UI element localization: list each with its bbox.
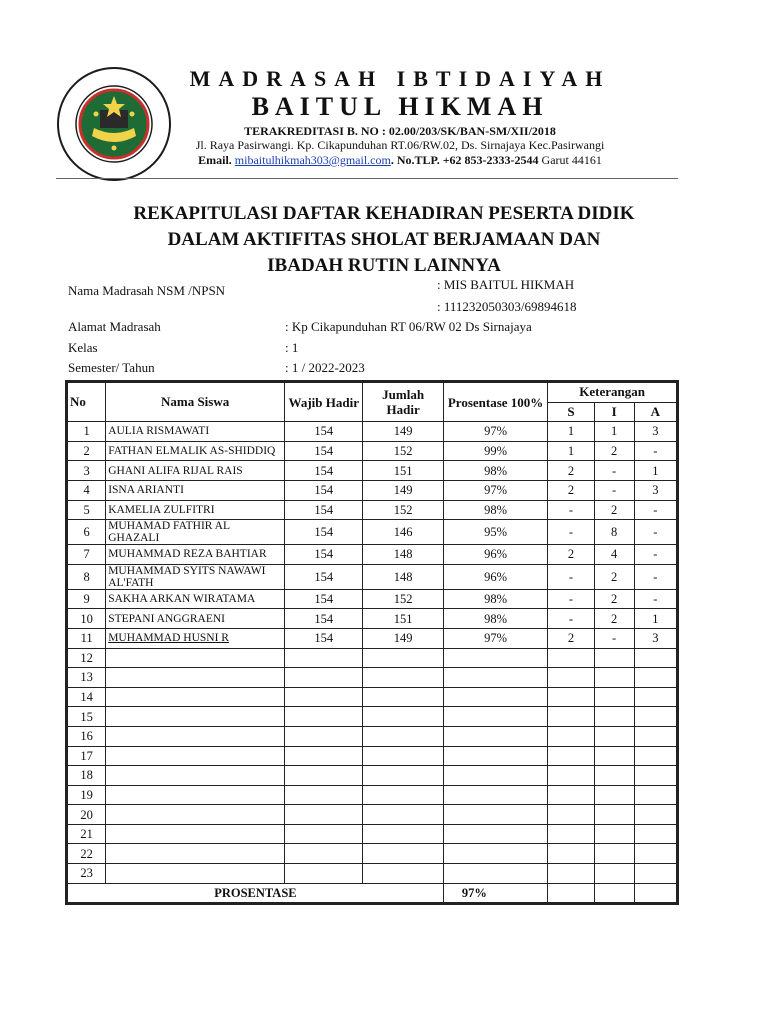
row-no: 14	[68, 687, 106, 707]
empty-cell	[106, 726, 285, 746]
empty-cell	[106, 707, 285, 727]
empty-cell	[285, 805, 363, 825]
col-no: No	[68, 383, 106, 422]
empty-cell	[594, 687, 634, 707]
kelas-value: : 1	[285, 340, 299, 355]
row-wajib: 154	[285, 589, 363, 609]
empty-cell	[594, 805, 634, 825]
row-pct: 98%	[443, 461, 548, 481]
row-nama: MUHAMAD FATHIR AL GHAZALI	[106, 520, 285, 545]
empty-cell	[363, 707, 443, 727]
nama-value: : MIS BAITUL HIKMAH	[437, 277, 575, 292]
row-jumlah: 151	[363, 461, 443, 481]
row-s: -	[548, 500, 594, 520]
empty-cell	[548, 766, 594, 786]
row-no: 5	[68, 500, 106, 520]
accreditation: TERAKREDITASI B. NO : 02.00/203/SK/BAN-SM/XII/2018	[244, 124, 556, 138]
row-i: -	[594, 461, 634, 481]
empty-cell	[363, 648, 443, 668]
row-no: 13	[68, 668, 106, 688]
row-nama: STEPANI ANGGRAENI	[106, 609, 285, 629]
row-pct: 96%	[443, 545, 548, 565]
row-wajib: 154	[285, 441, 363, 461]
row-jumlah: 148	[363, 564, 443, 589]
row-nama: MUHAMMAD SYITS NAWAWI AL'FATH	[106, 564, 285, 589]
row-nama: MUHAMMAD HUSNI R	[106, 628, 285, 648]
row-no: 16	[68, 726, 106, 746]
row-wajib: 154	[285, 500, 363, 520]
table-row	[68, 480, 677, 500]
email-label: Email.	[198, 153, 232, 167]
empty-cell	[363, 805, 443, 825]
row-no: 22	[68, 844, 106, 864]
row-nama: ISNA ARIANTI	[106, 480, 285, 500]
empty-cell	[443, 668, 548, 688]
school-logo	[56, 66, 172, 182]
empty-cell	[634, 864, 676, 884]
empty-cell	[548, 687, 594, 707]
empty-cell	[548, 824, 594, 844]
row-no: 1	[68, 422, 106, 442]
row-nama: MUHAMMAD REZA BAHTIAR	[106, 545, 285, 565]
row-a: 3	[634, 422, 676, 442]
empty-cell	[548, 805, 594, 825]
row-i: 1	[594, 422, 634, 442]
empty-cell	[634, 746, 676, 766]
row-i: 8	[594, 520, 634, 545]
empty-cell	[594, 766, 634, 786]
empty-cell	[106, 668, 285, 688]
row-wajib: 154	[285, 480, 363, 500]
empty-cell	[594, 668, 634, 688]
table-row-empty	[68, 648, 677, 668]
empty-cell	[443, 766, 548, 786]
empty-cell	[285, 766, 363, 786]
email-link[interactable]: mibaitulhikmah303@gmail.com	[234, 153, 391, 167]
alamat-value: : Kp Cikapunduhan RT 06/RW 02 Ds Sirnajaya	[285, 319, 532, 334]
row-s: 1	[548, 422, 594, 442]
kelas-label: Kelas	[68, 340, 98, 355]
row-jumlah: 151	[363, 609, 443, 629]
empty-cell	[634, 824, 676, 844]
phone: . No.TLP. +62 853-2333-2544	[390, 153, 539, 167]
row-i: 2	[594, 564, 634, 589]
row-no: 12	[68, 648, 106, 668]
empty-cell	[548, 726, 594, 746]
row-s: 2	[548, 628, 594, 648]
empty-cell	[594, 844, 634, 864]
row-a: -	[634, 589, 676, 609]
attendance-table	[67, 382, 677, 903]
nsm-value: : 111232050303/69894618	[437, 299, 577, 314]
empty-cell	[363, 844, 443, 864]
row-s: -	[548, 564, 594, 589]
row-no: 10	[68, 609, 106, 629]
row-i: 2	[594, 609, 634, 629]
table-row-empty	[68, 668, 677, 688]
empty-cell	[285, 824, 363, 844]
empty-cell	[363, 726, 443, 746]
empty-cell	[106, 746, 285, 766]
row-jumlah: 149	[363, 628, 443, 648]
empty-cell	[443, 824, 548, 844]
empty-cell	[634, 687, 676, 707]
row-pct: 96%	[443, 564, 548, 589]
empty-cell	[634, 785, 676, 805]
row-jumlah: 152	[363, 589, 443, 609]
row-i: 2	[594, 500, 634, 520]
table-row-empty	[68, 785, 677, 805]
table-row	[68, 589, 677, 609]
row-jumlah: 148	[363, 545, 443, 565]
footer-i	[594, 883, 634, 903]
row-wajib: 154	[285, 545, 363, 565]
empty-cell	[363, 824, 443, 844]
empty-cell	[443, 746, 548, 766]
row-s: -	[548, 609, 594, 629]
row-jumlah: 152	[363, 500, 443, 520]
row-i: -	[594, 628, 634, 648]
table-row	[68, 461, 677, 481]
school-name: BAITUL HIKMAH	[251, 92, 549, 121]
empty-cell	[363, 746, 443, 766]
col-wajib: Wajib Hadir	[285, 383, 363, 422]
table-row	[68, 441, 677, 461]
empty-cell	[443, 864, 548, 884]
empty-cell	[363, 785, 443, 805]
row-s: 1	[548, 441, 594, 461]
empty-cell	[285, 726, 363, 746]
row-no: 21	[68, 824, 106, 844]
row-i: -	[594, 480, 634, 500]
alamat-label: Alamat Madrasah	[68, 319, 161, 334]
empty-cell	[285, 648, 363, 668]
header-divider	[56, 178, 678, 179]
footer-label: PROSENTASE	[68, 883, 444, 903]
row-no: 3	[68, 461, 106, 481]
table-row	[68, 500, 677, 520]
empty-cell	[594, 726, 634, 746]
row-a: 1	[634, 461, 676, 481]
row-wajib: 154	[285, 609, 363, 629]
empty-cell	[285, 746, 363, 766]
row-s: -	[548, 520, 594, 545]
row-s: 2	[548, 545, 594, 565]
row-no: 6	[68, 520, 106, 545]
empty-cell	[106, 844, 285, 864]
empty-cell	[594, 648, 634, 668]
table-row	[68, 628, 677, 648]
school-contact	[160, 153, 640, 168]
table-row-empty	[68, 824, 677, 844]
empty-cell	[548, 864, 594, 884]
empty-cell	[634, 668, 676, 688]
empty-cell	[363, 864, 443, 884]
table-row-empty	[68, 746, 677, 766]
empty-cell	[443, 687, 548, 707]
empty-cell	[634, 805, 676, 825]
col-i: I	[594, 402, 634, 422]
row-nama: FATHAN ELMALIK AS-SHIDDIQ	[106, 441, 285, 461]
row-no: 2	[68, 441, 106, 461]
empty-cell	[363, 668, 443, 688]
empty-cell	[634, 726, 676, 746]
empty-cell	[548, 707, 594, 727]
empty-cell	[285, 844, 363, 864]
row-pct: 98%	[443, 500, 548, 520]
footer-value: 97%	[443, 883, 548, 903]
row-s: 2	[548, 461, 594, 481]
table-row-empty	[68, 844, 677, 864]
empty-cell	[634, 766, 676, 786]
table-row-empty	[68, 687, 677, 707]
row-s: -	[548, 589, 594, 609]
doc-title-line2: DALAM AKTIFITAS SHOLAT BERJAMAAN DAN	[167, 229, 601, 250]
table-row-empty	[68, 766, 677, 786]
row-wajib: 154	[285, 520, 363, 545]
table-row	[68, 422, 677, 442]
row-no: 11	[68, 628, 106, 648]
row-jumlah: 149	[363, 480, 443, 500]
row-pct: 98%	[443, 589, 548, 609]
empty-cell	[285, 687, 363, 707]
empty-cell	[634, 648, 676, 668]
row-pct: 97%	[443, 628, 548, 648]
footer-row	[68, 883, 677, 903]
empty-cell	[363, 766, 443, 786]
row-a: -	[634, 500, 676, 520]
row-no: 23	[68, 864, 106, 884]
col-jumlah: Jumlah Hadir	[363, 383, 443, 422]
row-jumlah: 146	[363, 520, 443, 545]
empty-cell	[106, 766, 285, 786]
footer-s	[548, 883, 594, 903]
row-a: 3	[634, 628, 676, 648]
empty-cell	[594, 746, 634, 766]
table-row-empty	[68, 707, 677, 727]
col-s: S	[548, 402, 594, 422]
row-a: -	[634, 564, 676, 589]
empty-cell	[106, 785, 285, 805]
empty-cell	[363, 687, 443, 707]
row-no: 20	[68, 805, 106, 825]
empty-cell	[285, 707, 363, 727]
row-no: 17	[68, 746, 106, 766]
empty-cell	[594, 864, 634, 884]
row-a: -	[634, 520, 676, 545]
table-row	[68, 545, 677, 565]
row-no: 9	[68, 589, 106, 609]
empty-cell	[443, 707, 548, 727]
col-a: A	[634, 402, 676, 422]
table-row-empty	[68, 726, 677, 746]
row-no: 18	[68, 766, 106, 786]
empty-cell	[443, 648, 548, 668]
empty-cell	[634, 844, 676, 864]
empty-cell	[106, 864, 285, 884]
col-nama: Nama Siswa	[106, 383, 285, 422]
row-wajib: 154	[285, 564, 363, 589]
table-row	[68, 609, 677, 629]
empty-cell	[548, 844, 594, 864]
semester-value: : 1 / 2022-2023	[285, 360, 365, 375]
col-prosentase: Prosentase 100%	[443, 383, 548, 422]
row-no: 19	[68, 785, 106, 805]
row-jumlah: 149	[363, 422, 443, 442]
empty-cell	[443, 805, 548, 825]
row-jumlah: 152	[363, 441, 443, 461]
empty-cell	[548, 746, 594, 766]
empty-cell	[548, 785, 594, 805]
row-wajib: 154	[285, 461, 363, 481]
empty-cell	[106, 805, 285, 825]
row-no: 7	[68, 545, 106, 565]
col-keterangan: Keterangan	[548, 383, 677, 403]
semester-label: Semester/ Tahun	[68, 360, 155, 375]
row-no: 15	[68, 707, 106, 727]
empty-cell	[443, 844, 548, 864]
empty-cell	[443, 726, 548, 746]
empty-cell	[594, 824, 634, 844]
row-pct: 97%	[443, 422, 548, 442]
table-row-empty	[68, 864, 677, 884]
row-pct: 97%	[443, 480, 548, 500]
empty-cell	[285, 785, 363, 805]
school-address: Jl. Raya Pasirwangi. Kp. Cikapunduhan RT.06/RW.02, Ds. Sirnajaya Kec.Pasirwangi	[195, 138, 605, 152]
row-nama: SAKHA ARKAN WIRATAMA	[106, 589, 285, 609]
empty-cell	[443, 785, 548, 805]
row-no: 4	[68, 480, 106, 500]
row-wajib: 154	[285, 422, 363, 442]
school-type: MADRASAH IBTIDAIYAH	[189, 66, 611, 91]
row-pct: 95%	[443, 520, 548, 545]
empty-cell	[548, 668, 594, 688]
table-row-empty	[68, 805, 677, 825]
empty-cell	[594, 707, 634, 727]
empty-cell	[634, 707, 676, 727]
row-nama: GHANI ALIFA RIJAL RAIS	[106, 461, 285, 481]
row-i: 2	[594, 441, 634, 461]
empty-cell	[106, 648, 285, 668]
nama-label: Nama Madrasah NSM /NPSN	[68, 283, 226, 298]
empty-cell	[548, 648, 594, 668]
row-a: 1	[634, 609, 676, 629]
row-no: 8	[68, 564, 106, 589]
row-pct: 99%	[443, 441, 548, 461]
doc-title-line3: IBADAH RUTIN LAINNYA	[267, 255, 501, 276]
table-row	[68, 564, 677, 589]
city: Garut 44161	[538, 153, 602, 167]
row-i: 4	[594, 545, 634, 565]
row-a: -	[634, 545, 676, 565]
row-s: 2	[548, 480, 594, 500]
empty-cell	[594, 785, 634, 805]
row-wajib: 154	[285, 628, 363, 648]
empty-cell	[106, 824, 285, 844]
row-nama: KAMELIA ZULFITRI	[106, 500, 285, 520]
footer-a	[634, 883, 676, 903]
doc-title-line1: REKAPITULASI DAFTAR KEHADIRAN PESERTA DIDIK	[133, 203, 635, 224]
row-a: -	[634, 441, 676, 461]
empty-cell	[106, 687, 285, 707]
empty-cell	[285, 864, 363, 884]
row-i: 2	[594, 589, 634, 609]
row-nama: AULIA RISMAWATI	[106, 422, 285, 442]
row-a: 3	[634, 480, 676, 500]
table-row	[68, 520, 677, 545]
empty-cell	[285, 668, 363, 688]
row-pct: 98%	[443, 609, 548, 629]
